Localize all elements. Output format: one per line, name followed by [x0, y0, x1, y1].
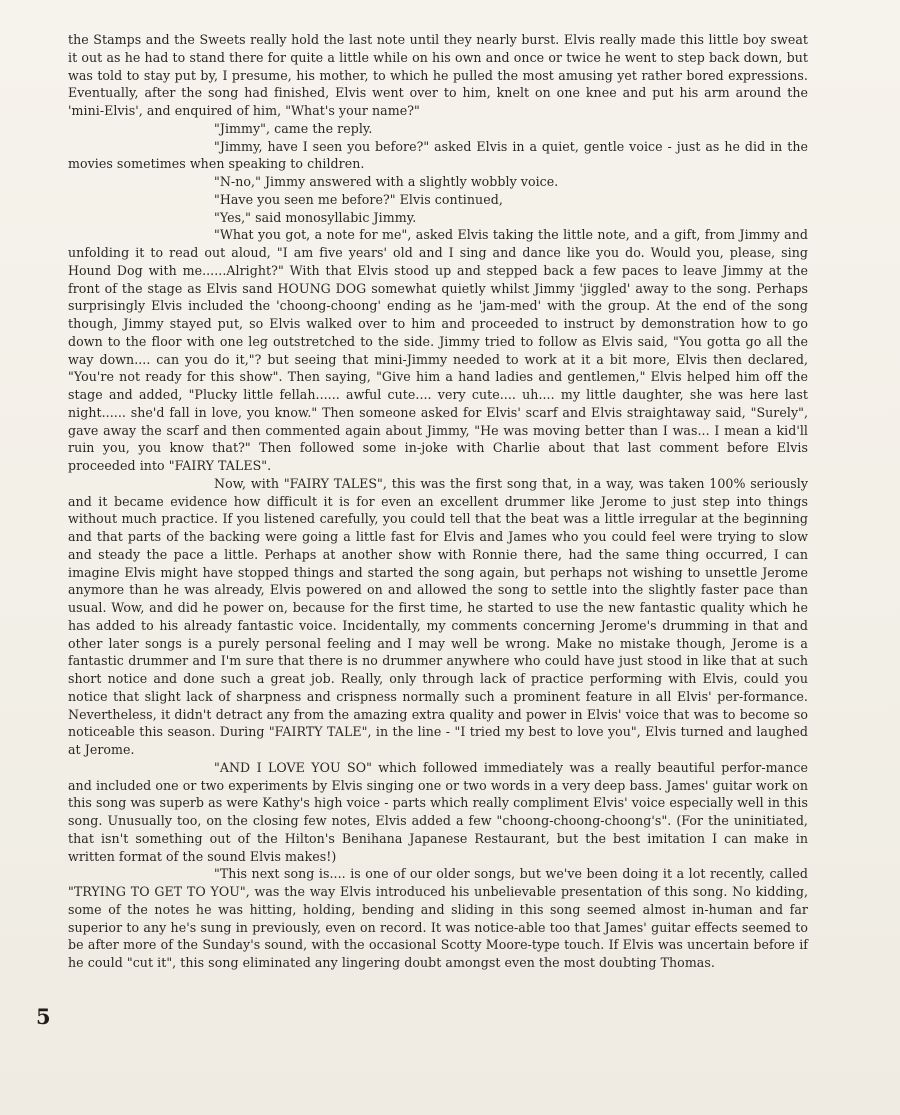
- page-number: 5: [36, 1004, 51, 1029]
- paragraph: "Jimmy, have I seen you before?" asked Elvis in a quiet, gentle voice - just as he did in the movies sometimes when speaking to children.: [68, 138, 808, 172]
- paragraph: "Jimmy", came the reply.: [214, 120, 373, 136]
- body-text: [68, 31, 808, 972]
- paragraph: Now, with "FAIRY TALES", this was the first song that, in a way, was taken 100% seriously and it became evidence how difficult it is for even an excellent drummer like Jerome to just step into things without much practice. If you listened carefully, you could tell that the beat was a little irregular at the beginning and that parts of the backing were going a little fast for Elvis and James who you could feel were trying to slow and steady the pace a little. Perhaps at another show with Ronnie there, had the same thing occurred, I can imagine Elvis might have stopped things and started the song again, but perhaps not wishing to unsettle Jerome anymore than he was already, Elvis powered on and allowed the song to settle into the slightly faster pace than usual. Wow, and did he power on, because for the first time, he started to use the new fantastic quality which he has added to his already fantastic voice. Incidentally, my comments concerning Jerome's drumming in that and other later songs is a purely personal feeling and I may well be wrong. Make no mistake though, Jerome is a fantastic drummer and I'm sure that there is no drummer anywhere who could have just stood in like that at such short notice and done such a great job. Really, only through lack of practice performing with Elvis, could you notice that slight lack of sharpness and crispness normally such a prominent feature in all Elvis' per-formance. Nevertheless, it didn't detract any from the amazing extra quality and power in Elvis' voice that was to become so noticeable this season. During "FAIRTY TALE", in the line - "I tried my best to love you", Elvis turned and laughed at Jerome.: [68, 475, 808, 757]
- paragraph: "This next song is.... is one of our older songs, but we've been doing it a lot recently, called "TRYING TO GET TO YOU", was the way Elvis introduced his unbelievable presentation of this song. No kidding, some of the notes he was hitting, holding, bending and sliding in this song seemed almost in-human and far superior to any he's sung in previously, even on record. It was notice-able too that James' guitar effects seemed to be after more of the Sunday's sound, with the occasional Scotty Moore-type touch. If Elvis was uncertain before if he could "cut it", this song eliminated any lingering doubt amongst even the most doubting Thomas.: [68, 866, 808, 970]
- paragraph: "N-no," Jimmy answered with a slightly wobbly voice.: [214, 174, 559, 189]
- paragraph: "AND I LOVE YOU SO" which followed immediately was a really beautiful perfor-mance and included one or two experiments by Elvis singing one or two words in a very deep bass. James' guitar work on this song was superb as were Kathy's high voice - parts which really compliment Elvis' voice especially well in this song. Unusually too, on the closing few notes, Elvis added a few "choong-choong-choong's". (For the uninitiated, that isn't something out of the Hilton's Benihana Japanese Restaurant, but the best imitation I can make in written format of the sound Elvis makes!): [68, 759, 808, 864]
- paragraph: "What you got, a note for me", asked Elvis taking the little note, and a gift, from Jimmy and unfolding it to read out aloud, "I am five years' old and I sing and dance like you do. Would you, please, sing Hound Dog with me......Alright?" With that Elvis stood up and stepped back a few paces to leave Jimmy at the front of the stage as Elvis sand HOUNG DOG somewhat quietly whilst Jimmy 'jiggled' away to the song. Perhaps surprisingly Elvis included the 'choong-choong' ending as he 'jam-med' with the group. At the end of the song though, Jimmy stayed put, so Elvis walked over to him and proceeded to instruct by demonstration how to go down to the floor with one leg outstretched to the side. Jimmy tried to follow as Elvis said, "You gotta go all the way down.... can you do it,"? but seeing that mini-Jimmy needed to work at it a bit more, Elvis then declared, "You're not ready for this show". Then saying, "Give him a hand ladies and gentlemen," Elvis helped him off the stage and added, "Plucky little fellah...... awful cute.... very cute.... uh.... my little daughter, she was here last night...... she'd fall in love, you know." Then someone asked for Elvis' scarf and Elvis straightaway said, "Surely", gave away the scarf and then commented again about Jimmy, "He was moving better than I was... I mean a kid'll ruin you, you know that?" Then followed some in-joke with Charlie about that last comment before Elvis proceeded into "FAIRY TALES".: [68, 227, 808, 473]
- paragraph: "Yes," said monosyllabic Jimmy.: [214, 209, 417, 225]
- paragraph: the Stamps and the Sweets really hold the last note until they nearly burst. Elvis really made this little boy sweat it out as he had to stand there for quite a little while on his own and once or twice he went to step back down, but was told to stay put by, I presume, his mother, to which he pulled the most amusing yet rather bored expressions. Eventually, after the song had finished, Elvis went over to him, knelt on one knee and put his arm around the 'mini-Elvis', and enquired of him, "What's your name?": [68, 32, 808, 118]
- paragraph: "Have you seen me before?" Elvis continued,: [214, 191, 503, 207]
